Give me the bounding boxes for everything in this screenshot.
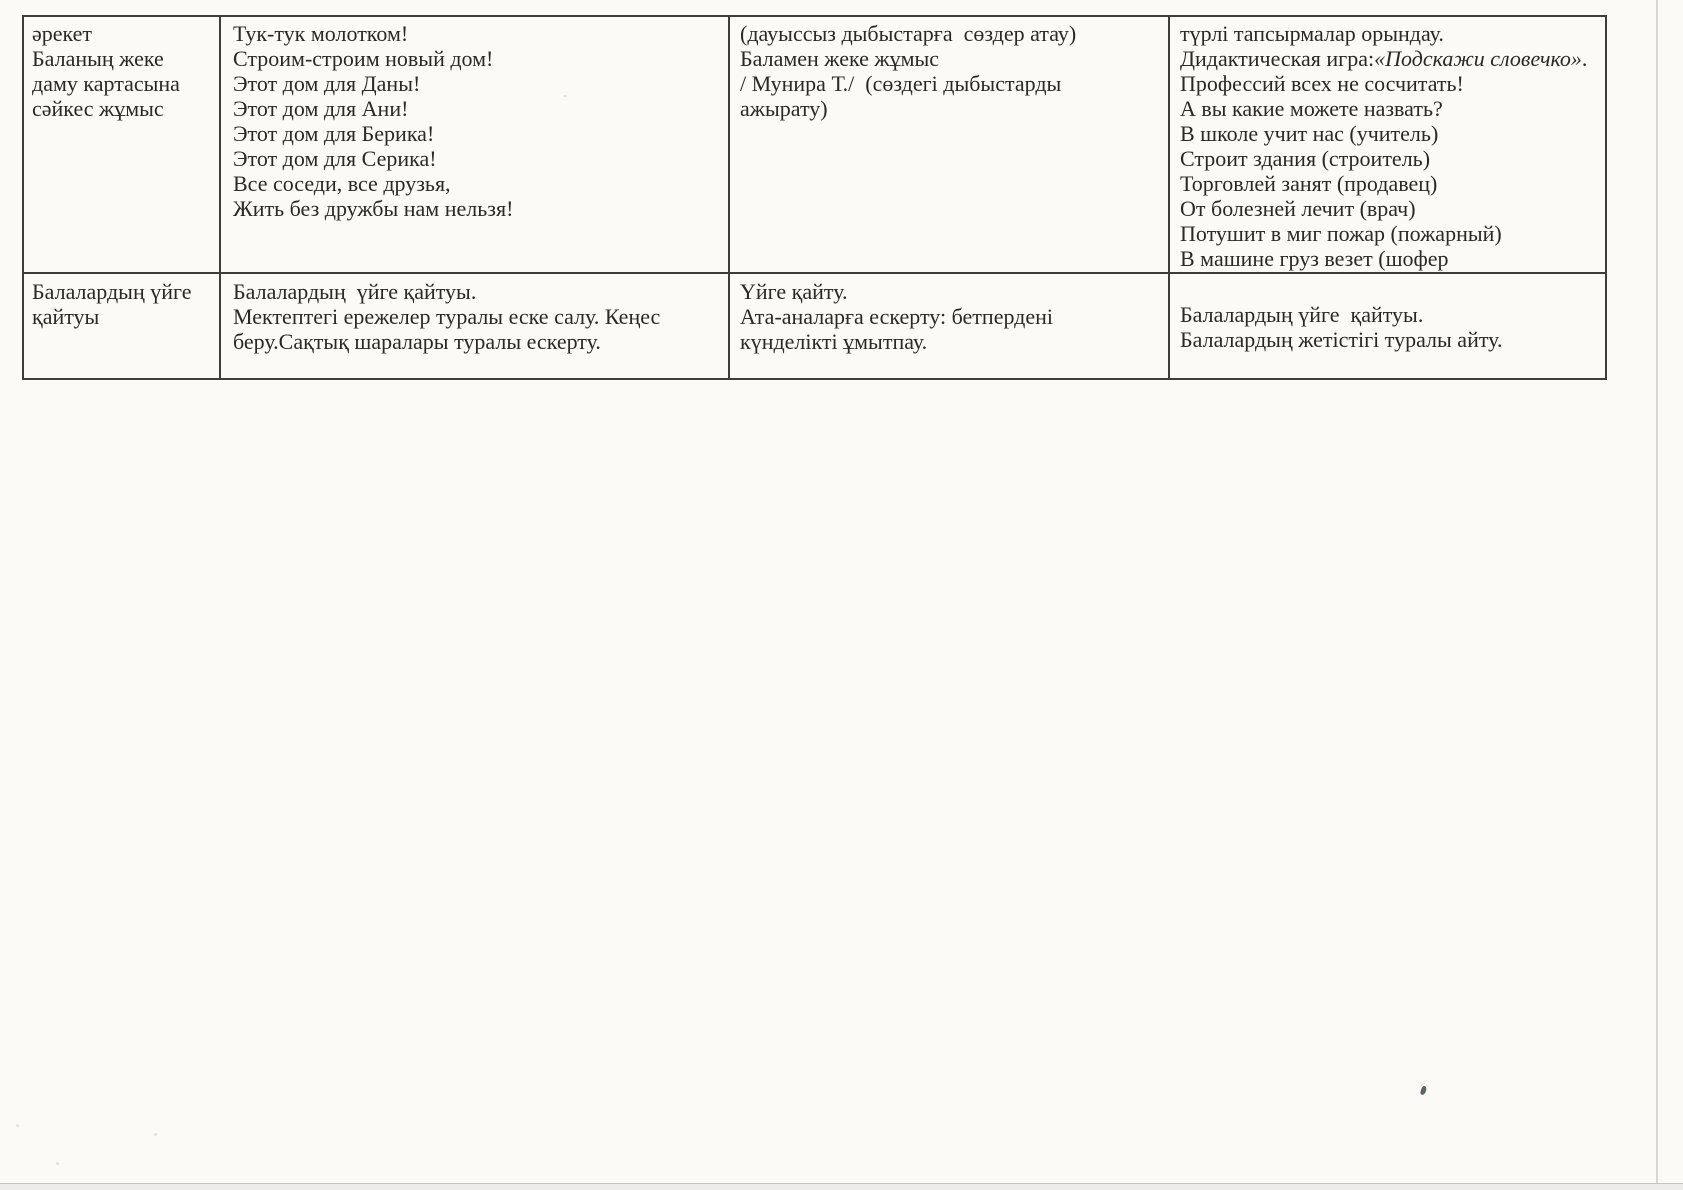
text-line: ажырату): [740, 96, 828, 121]
scanner-bottom-edge: [0, 1183, 1683, 1190]
table-cell: [728, 17, 1168, 272]
text-line: Баланың жеке: [32, 46, 164, 71]
text-line: түрлі тапсырмалар орындау.: [1180, 21, 1444, 46]
text-line: Строим-строим новый дом!: [233, 46, 494, 71]
text-line: қайтуы: [32, 304, 100, 329]
text-line: Балалардың жетістігі туралы айту.: [1180, 327, 1503, 352]
scan-noise-speck: [16, 1124, 19, 1127]
text-line: Строит здания (строитель): [1180, 146, 1431, 171]
table-cell: [219, 272, 728, 378]
table-cell: [1168, 272, 1605, 378]
scan-noise-speck: [563, 95, 567, 97]
scanner-edge-line: [1656, 0, 1658, 1183]
text-line: Балалардың үйге қайтуы.: [233, 279, 477, 304]
text-line: (дауыссыз дыбыстарға сөздер атау): [740, 21, 1077, 46]
text-line: Балалардың үйге: [32, 279, 192, 304]
text-line: Балалардың үйге қайтуы.: [1180, 302, 1424, 327]
text-line: күнделікті ұмытпау.: [740, 329, 928, 354]
text-line: Этот дом для Берика!: [233, 121, 435, 146]
text-line: Этот дом для Серика!: [233, 146, 437, 171]
scan-noise-speck: [154, 1133, 157, 1136]
text-line: сәйкес жұмыс: [32, 96, 164, 121]
table-cell: [219, 17, 728, 272]
text-line: Все соседи, все друзья,: [233, 171, 451, 196]
text-line: даму картасына: [32, 71, 180, 96]
game-line-title: «Подскажи словечко»: [1374, 46, 1582, 71]
table-cell: [24, 272, 219, 378]
text-line: Потушит в миг пожар (пожарный): [1180, 221, 1502, 246]
game-line-suffix: .: [1581, 46, 1588, 71]
text-line: Тук-тук молотком!: [233, 21, 409, 46]
text-line: Жить без дружбы нам нельзя!: [233, 196, 514, 221]
text-line: / Мунира Т./ (сөздегі дыбыстарды: [740, 71, 1062, 96]
text-line: А вы какие можете назвать?: [1180, 96, 1443, 121]
text-line: [1180, 46, 1599, 71]
text-line: Этот дом для Даны!: [233, 71, 421, 96]
text-line: Үйге қайту.: [740, 279, 848, 304]
text-line: В школе учит нас (учитель): [1180, 121, 1439, 146]
table-cell: [24, 17, 219, 272]
text-line: Мектептегі ережелер туралы еске салу. Кеңес: [233, 304, 661, 329]
text-line: беру.Сақтық шаралары туралы ескерту.: [233, 329, 601, 354]
scan-noise-speck: [56, 1162, 59, 1165]
text-line: Этот дом для Ани!: [233, 96, 409, 121]
table-cell: [728, 272, 1168, 378]
text-line: От болезней лечит (врач): [1180, 196, 1416, 221]
text-line: Баламен жеке жұмыс: [740, 46, 940, 71]
text-line: әрекет: [32, 21, 93, 46]
text-line: Торговлей занят (продавец): [1180, 171, 1438, 196]
text-line: Ата-аналарға ескерту: бетпердені: [740, 304, 1054, 329]
table-cell: [1168, 17, 1605, 272]
lesson-plan-table: [22, 15, 1607, 380]
ink-speck: [1420, 1085, 1428, 1095]
game-line-prefix: Дидактическая игра:: [1180, 46, 1375, 71]
text-line: В машине груз везет (шофер: [1180, 246, 1449, 271]
text-line: Профессий всех не сосчитать!: [1180, 71, 1464, 96]
